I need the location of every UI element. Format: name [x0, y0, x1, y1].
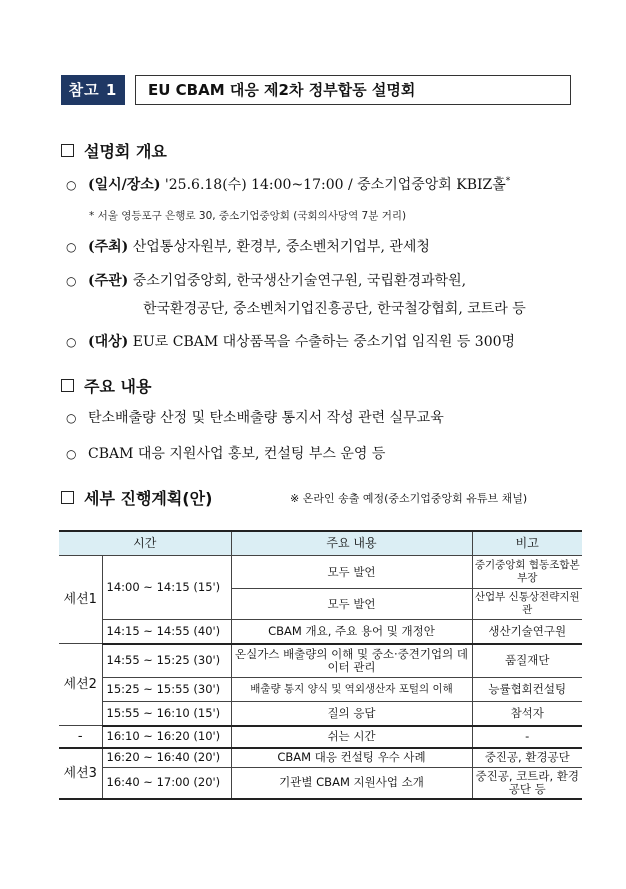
circle-bullet-icon: ○: [66, 274, 77, 288]
overview-item-target: ○ (대상) EU로 CBAM 대상품목을 수출하는 중소기업 임직원 등 300명: [66, 334, 516, 350]
time-cell: 15:25 ~ 15:55 (30'): [102, 678, 231, 702]
online-broadcast-remark: ※ 온라인 송출 예정(중소기업중앙회 유튜브 채널): [290, 492, 528, 505]
overview-item-organizer-continued: 한국환경공단, 중소벤처기업진흥공단, 한국철강협회, 코트라 등: [143, 301, 526, 317]
time-cell: 16:20 ~ 16:40 (20'): [102, 748, 231, 768]
note-cell: -: [472, 726, 582, 748]
table-row: [59, 556, 582, 589]
circle-bullet-icon: ○: [66, 178, 77, 192]
note-cell: 중진공, 환경공단: [472, 748, 582, 768]
content-item: ○ 탄소배출량 산정 및 탄소배출량 통지서 작성 관련 실무교육: [66, 410, 444, 426]
table-row: [59, 702, 582, 726]
time-cell: 15:55 ~ 16:10 (15'): [102, 702, 231, 726]
circle-bullet-icon: ○: [66, 335, 77, 349]
document-title: EU CBAM 대응 제2차 정부합동 설명회: [135, 75, 571, 105]
table-row: [59, 644, 582, 678]
section-schedule-heading: 세부 진행계획(안): [61, 486, 212, 509]
overview-item-datetime: ○ (일시/장소) '25.6.18(수) 14:00~17:00 / 중소기업중앙회 KBIZ홀*: [66, 176, 511, 193]
content-cell: 모두 발언: [231, 589, 472, 620]
note-cell: 생산기술연구원: [472, 620, 582, 644]
note-cell: 중진공, 코트라, 환경공단 등: [472, 768, 582, 799]
column-header-note: 비고: [472, 531, 582, 556]
circle-bullet-icon: ○: [66, 447, 77, 461]
table-row: [59, 620, 582, 644]
content-cell: 쉬는 시간: [231, 726, 472, 748]
circle-bullet-icon: ○: [66, 411, 77, 425]
session-cell: 세션1: [59, 556, 102, 644]
time-cell: 14:15 ~ 14:55 (40'): [102, 620, 231, 644]
table-row: [59, 768, 582, 799]
table-row: [59, 748, 582, 768]
title-bar: [61, 75, 571, 105]
note-cell: 참석자: [472, 702, 582, 726]
time-cell: 14:00 ~ 14:15 (15'): [102, 556, 231, 620]
section-overview-heading: 설명회 개요: [61, 139, 167, 162]
content-cell: CBAM 개요, 주요 용어 및 개정안: [231, 620, 472, 644]
checkbox-square-icon: [61, 379, 74, 392]
note-cell: 산업부 신통상전략지원관: [472, 589, 582, 620]
content-item: ○ CBAM 대응 지원사업 홍보, 컨설팅 부스 운영 등: [66, 446, 386, 462]
time-cell: 16:40 ~ 17:00 (20'): [102, 768, 231, 799]
content-cell: 온실가스 배출량의 이해 및 중소·중견기업의 데이터 관리: [231, 644, 472, 678]
table-row: [59, 726, 582, 748]
session-cell: -: [59, 726, 102, 748]
venue-note: * 서울 영등포구 은행로 30, 중소기업중앙회 (국회의사당역 7분 거리): [89, 210, 407, 222]
schedule-table: [59, 530, 582, 800]
content-cell: 배출량 통지 양식 및 역외생산자 포털의 이해: [231, 678, 472, 702]
note-cell: 중기중앙회 협동조합본부장: [472, 556, 582, 589]
table-header-row: [59, 531, 582, 556]
table-row: [59, 678, 582, 702]
checkbox-square-icon: [61, 144, 74, 157]
note-cell: 능률협회컨설팅: [472, 678, 582, 702]
section-content-heading: 주요 내용: [61, 374, 151, 397]
content-cell: 모두 발언: [231, 556, 472, 589]
checkbox-square-icon: [61, 491, 74, 504]
time-cell: 16:10 ~ 16:20 (10'): [102, 726, 231, 748]
reference-badge: 참고 1: [61, 75, 125, 105]
session-cell: 세션2: [59, 644, 102, 726]
session-cell: 세션3: [59, 748, 102, 799]
overview-item-organizer: ○ (주관) 중소기업중앙회, 한국생산기술연구원, 국립환경과학원,: [66, 273, 467, 289]
note-cell: 품질재단: [472, 644, 582, 678]
column-header-content: 주요 내용: [231, 531, 472, 556]
circle-bullet-icon: ○: [66, 240, 77, 254]
overview-item-host: ○ (주최) 산업통상자원부, 환경부, 중소벤처기업부, 관세청: [66, 239, 430, 255]
content-cell: CBAM 대응 컨설팅 우수 사례: [231, 748, 472, 768]
column-header-time: 시간: [59, 531, 231, 556]
content-cell: 기관별 CBAM 지원사업 소개: [231, 768, 472, 799]
time-cell: 14:55 ~ 15:25 (30'): [102, 644, 231, 678]
content-cell: 질의 응답: [231, 702, 472, 726]
